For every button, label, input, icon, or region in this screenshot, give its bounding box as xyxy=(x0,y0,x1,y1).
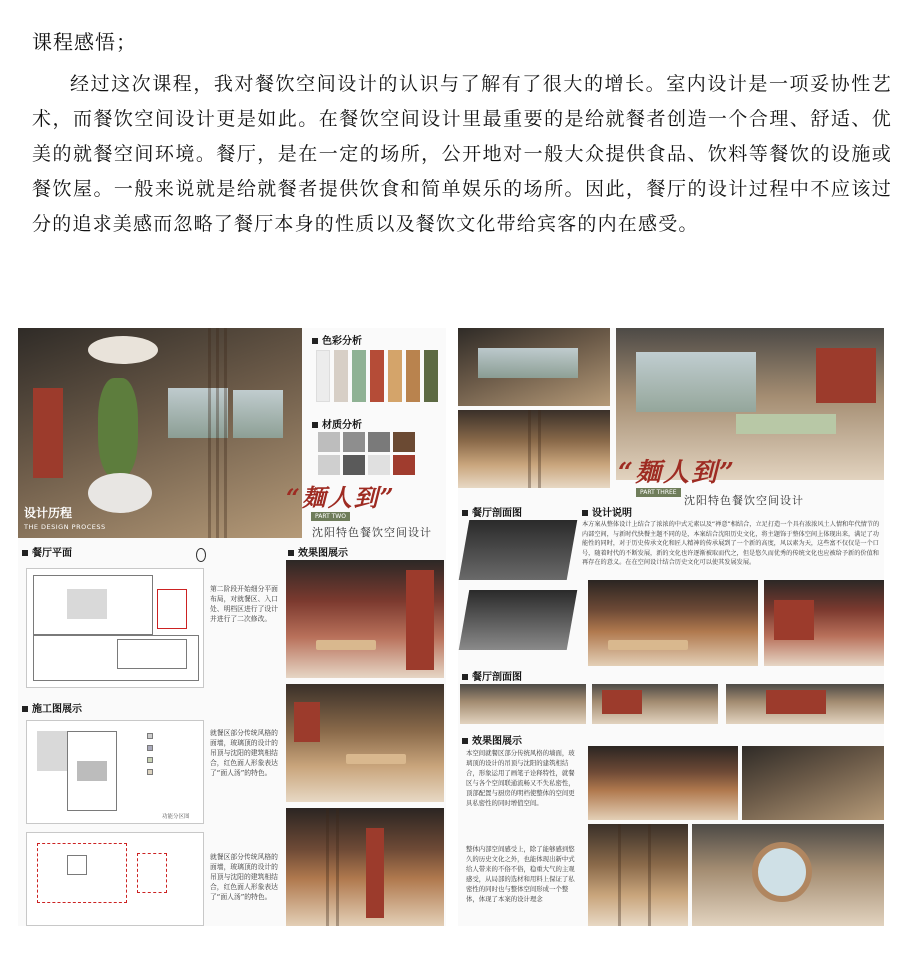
render-photo-left-3 xyxy=(286,808,444,926)
material-2 xyxy=(343,432,365,452)
construction-drawing-1 xyxy=(26,720,204,824)
brand-logo-left: “麺人到” xyxy=(286,483,396,512)
swatch-4 xyxy=(370,350,384,402)
render-description-2: 整体内部空间感受上，除了能够感到悠久的历史文化之外，也能体现出新中式给人带来的不俗不俗，稳重大气的主观感受，从局部的选材和用料上保证了私密性的同时也与整体空间形成一个整体，体现了本案的设计理念 xyxy=(466,845,575,903)
material-analysis-heading: 材质分析 xyxy=(312,416,362,431)
essay xyxy=(32,26,892,242)
swatch-6 xyxy=(406,350,420,402)
brand-subtitle-right: 沈阳特色餐饮空间设计 xyxy=(684,494,804,507)
color-analysis-heading: 色彩分析 xyxy=(312,332,362,347)
part-two-label: PART TWO xyxy=(311,512,350,521)
axonometric-drawing-2 xyxy=(459,590,578,650)
section-elevation-3 xyxy=(726,684,884,724)
bullet-icon xyxy=(288,550,294,556)
section-elevation-2 xyxy=(592,684,718,724)
floor-plan-drawing xyxy=(26,568,204,688)
render-note-2: 就餐区部分传统风格的面墙，玻璃顶的设计的吊顶与沈阳的建筑相结合，红色面人形象表达了“面人汤”的特色。 xyxy=(210,853,278,901)
render-photo-right-2 xyxy=(764,580,884,666)
history-subtitle: THE DESIGN PROCESS xyxy=(24,523,106,531)
render-photo-left-1 xyxy=(286,560,444,678)
section-heading-1: 餐厅剖面图 xyxy=(462,504,522,519)
top-photo-1 xyxy=(458,328,610,406)
render-photo-right-4 xyxy=(742,746,884,820)
bullet-icon xyxy=(462,674,468,680)
floor-plan-heading: 餐厅平面 xyxy=(22,544,72,559)
render-photo-right-1 xyxy=(588,580,758,666)
bullet-icon xyxy=(22,706,28,712)
bullet-icon xyxy=(312,422,318,428)
right-design-board xyxy=(458,328,884,926)
function-zoning-caption: 功能分区图 xyxy=(162,814,190,820)
swatch-3 xyxy=(352,350,366,402)
bullet-icon xyxy=(582,510,588,516)
bullet-icon xyxy=(462,738,468,744)
essay-title: 课程感悟； xyxy=(32,30,137,54)
render-photo-right-5 xyxy=(588,824,688,926)
history-label xyxy=(24,504,106,532)
design-description: 本方案从整体设计上结合了浓浓的中式元素以及“禅意”相结合，立足打造一个具有浓浓风土人情和年代情节的内部空间，与新时代快餐主题不同的是，本案结合沈阳历史文化，将主题饰于整体空间上体现出来，满足了功能性的同时，对于历史传承文化和匠人精神的传承展到了一个新的高度，风以素为天，这些富不仅仅是一个口号，随着时代的不断发展，新的文化也许逐渐被取而代之，但是悠久而优秀的传统文化也应被给予新的价值和再存在的意义。在在空间设计结合历史文化可以使其发展发展。 xyxy=(582,521,880,566)
render-photo-right-3 xyxy=(588,746,738,820)
material-samples xyxy=(318,432,415,475)
construction-heading: 施工图展示 xyxy=(22,700,82,715)
render-heading-right: 效果图展示 xyxy=(462,732,522,747)
north-arrow-icon xyxy=(196,548,206,562)
construction-drawing-2 xyxy=(26,832,204,926)
essay-body: 经过这次课程，我对餐饮空间设计的认识与了解有了很大的增长。室内设计是一项妥协性艺术，而餐饮空间设计更是如此。在餐饮空间设计里最重要的是给就餐者创造一个合理、舒适、优美的就餐空间环境。餐厅，是在一定的场所，公开地对一般大众提供食品、饮料等餐饮的设施或餐饮屋。一般来说就是给就餐者提供饮食和简单娱乐的场所。因此，餐厅的设计过程中不应该过分的追求美感而忽略了餐厅本身的性质以及餐饮文化带给宾客的内在感受。 xyxy=(32,73,892,235)
part-three-label: PART THREE xyxy=(636,488,681,497)
bullet-icon xyxy=(462,510,468,516)
bullet-icon xyxy=(312,338,318,344)
material-5 xyxy=(318,455,340,475)
render-description-1: 本空间就餐区部分传统风格的墙面，玻璃顶的设计的吊顶与沈阳的建筑相结合，形象运用了画笔子诠释特性，就餐区与各个空间联通流畅又不失私密性，顶部配置与厨房的明档使整体的空间更具私密性的同时增值空间。 xyxy=(466,749,575,807)
swatch-7 xyxy=(424,350,438,402)
material-8 xyxy=(393,455,415,475)
render-heading-left: 效果图展示 xyxy=(288,544,348,559)
bullet-icon xyxy=(22,550,28,556)
material-4 xyxy=(393,432,415,452)
render-photo-right-6 xyxy=(692,824,884,926)
render-note-1: 就餐区部分传统风格的面墙，玻璃顶的设计的吊顶与沈阳的建筑相结合，红色面人形象表达了“面人汤”的特色。 xyxy=(210,729,278,777)
material-6 xyxy=(343,455,365,475)
left-design-board xyxy=(18,328,446,926)
section-elevation-1 xyxy=(460,684,586,724)
design-heading: 设计说明 xyxy=(582,504,632,519)
material-1 xyxy=(318,432,340,452)
history-title: 设计历程 xyxy=(24,506,73,520)
color-swatches xyxy=(316,350,438,402)
swatch-5 xyxy=(388,350,402,402)
brand-logo-right: “麺人到” xyxy=(618,458,736,488)
swatch-1 xyxy=(316,350,330,402)
floor-plan-note: 第二阶段开始细分平面布局，对就餐区、入口处、明档区进行了设计并进行了二次修改。 xyxy=(210,585,278,623)
section-heading-2: 餐厅剖面图 xyxy=(462,668,522,683)
brand-subtitle-left: 沈阳特色餐饮空间设计 xyxy=(312,526,432,539)
top-photo-2 xyxy=(458,410,610,488)
material-7 xyxy=(368,455,390,475)
axonometric-drawing-1 xyxy=(459,520,578,580)
material-3 xyxy=(368,432,390,452)
swatch-2 xyxy=(334,350,348,402)
render-photo-left-2 xyxy=(286,684,444,802)
